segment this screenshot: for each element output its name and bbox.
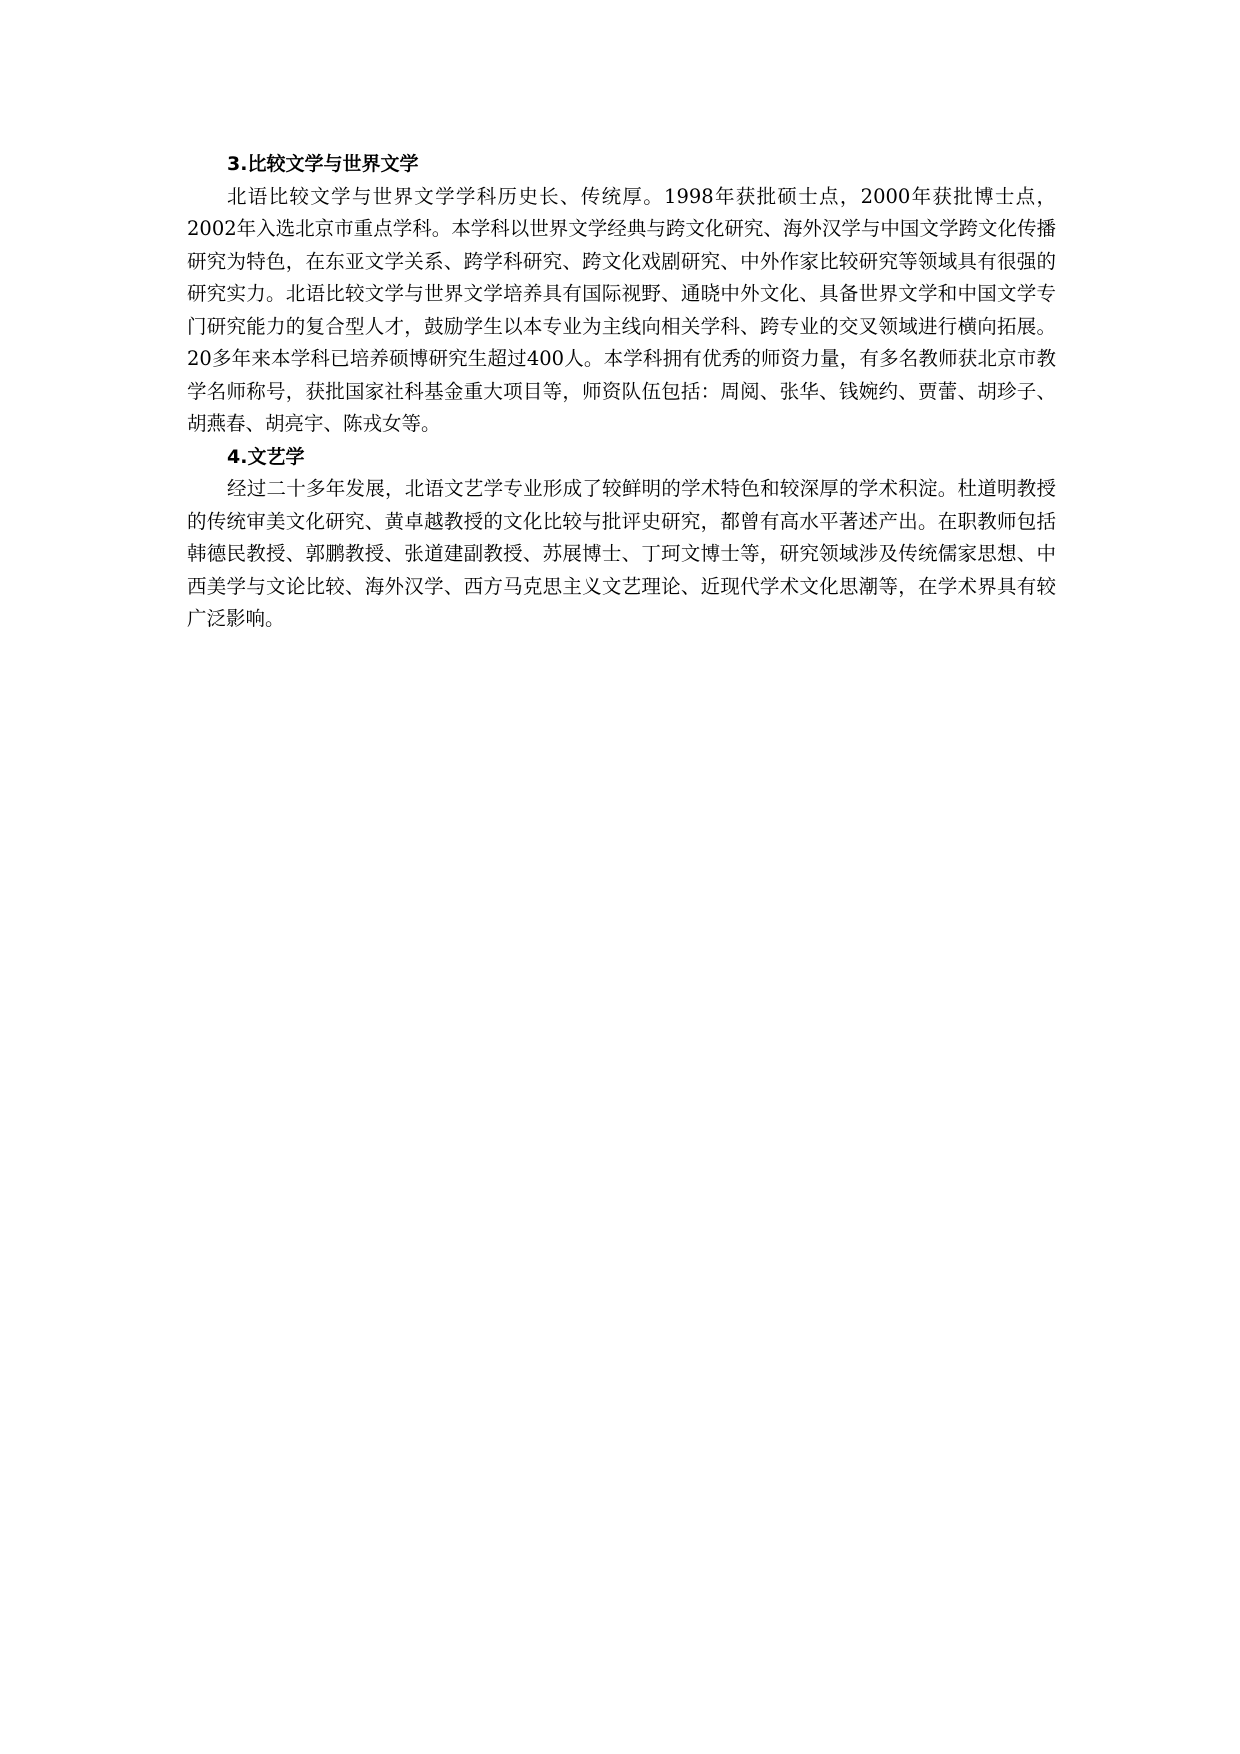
section-comparative-literature [187, 148, 1056, 441]
section-paragraph: 北语比较文学与世界文学学科历史长、传统厚。1998年获批硕士点，2000年获批博士点，2002年入选北京市重点学科。本学科以世界文学经典与跨文化研究、海外汉学与中国文学跨文化传播研究为特色，在东亚文学关系、跨学科研究、跨文化戏剧研究、中外作家比较研究等领域具有很强的研究实力。北语比较文学与世界文学培养具有国际视野、通晓中外文化、具备世界文学和中国文学专门研究能力的复合型人才，鼓励学生以本专业为主线向相关学科、跨专业的交叉领域进行横向拓展。20多年来本学科已培养硕博研究生超过400人。本学科拥有优秀的师资力量，有多名教师获北京市教学名师称号，获批国家社科基金重大项目等，师资队伍包括：周阅、张华、钱婉约、贾蕾、胡珍子、胡燕春、胡亮宇、陈戎女等。 [187, 184, 1056, 435]
section-heading: 3.比较文学与世界文学 [227, 153, 419, 175]
section-heading: 4.文艺学 [227, 445, 305, 468]
section-literary-theory [187, 441, 1056, 636]
document-body [187, 148, 1056, 636]
section-paragraph: 经过二十多年发展，北语文艺学专业形成了较鲜明的学术特色和较深厚的学术积淀。杜道明教授的传统审美文化研究、黄卓越教授的文化比较与批评史研究，都曾有高水平著述产出。在职教师包括韩德民教授、郭鹏教授、张道建副教授、苏展博士、丁珂文博士等，研究领域涉及传统儒家思想、中西美学与文论比较、海外汉学、西方马克思主义文艺理论、近现代学术文化思潮等，在学术界具有较广泛影响。 [187, 477, 1056, 630]
